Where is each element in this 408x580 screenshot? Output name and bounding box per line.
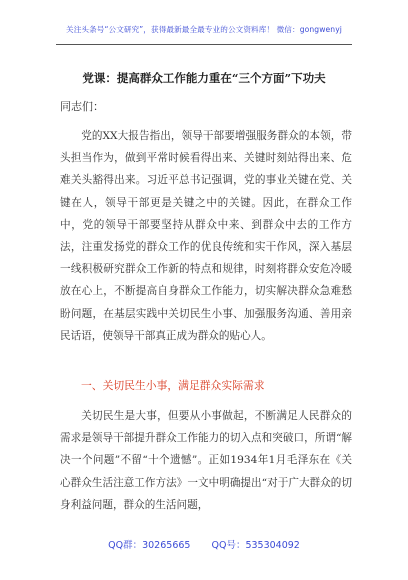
body-paragraph-2: 关切民生是大事，但要从小事做起，不断满足人民群众的需求是领导干部提升群众工作能力的切入点和突破口，所谓“解决一个问题”不留“十个遗憾”。正如1934年1月毛泽东在《关心群众生活注意工作方法》一文中明确提出“对于广大群众的切身利益问题，群众的生活问题， <box>60 410 352 511</box>
footer-qq-number: QQ号：535304092 <box>211 540 300 551</box>
header-divider <box>56 44 352 45</box>
section-heading-1: 一、关切民生小事，满足群众实际需求 <box>81 379 265 392</box>
body-paragraph-1: 党的XX大报告指出，领导干部要增强服务群众的本领，带头担当作为，做到平常时候看得出来、关键时刻站得出来、危难关头豁得出来。习近平总书记强调，党的事业关键在党、关键在人，领导干部更是关键之中的关键。因此，在群众工作中，党的领导干部要坚持从群众中来、到群众中去的工作方法，注重发扬党的群众工作的优良传统和实干作风，深入基层一线积极研究群众工作新的特点和规律，时刻将群众安危冷暖放在心上，不断提高自身群众工作能力，切实解决群众急难愁盼问题，在基层实践中关切民生小事、加强服务沟通、善用亲民话语，使领导干部真正成为群众的贴心人。 <box>60 130 352 342</box>
document-title: 党课：提高群众工作能力重在“三个方面”下功夫 <box>82 71 326 85</box>
salutation: 同志们： <box>60 100 104 113</box>
footer <box>0 537 408 551</box>
footer-qq-group: QQ群：30265665 <box>108 540 191 551</box>
header-banner: 关注头条号“公文研究”，获得最新最全最专业的公文资料库！ 微信：gongwenyj <box>66 25 342 34</box>
